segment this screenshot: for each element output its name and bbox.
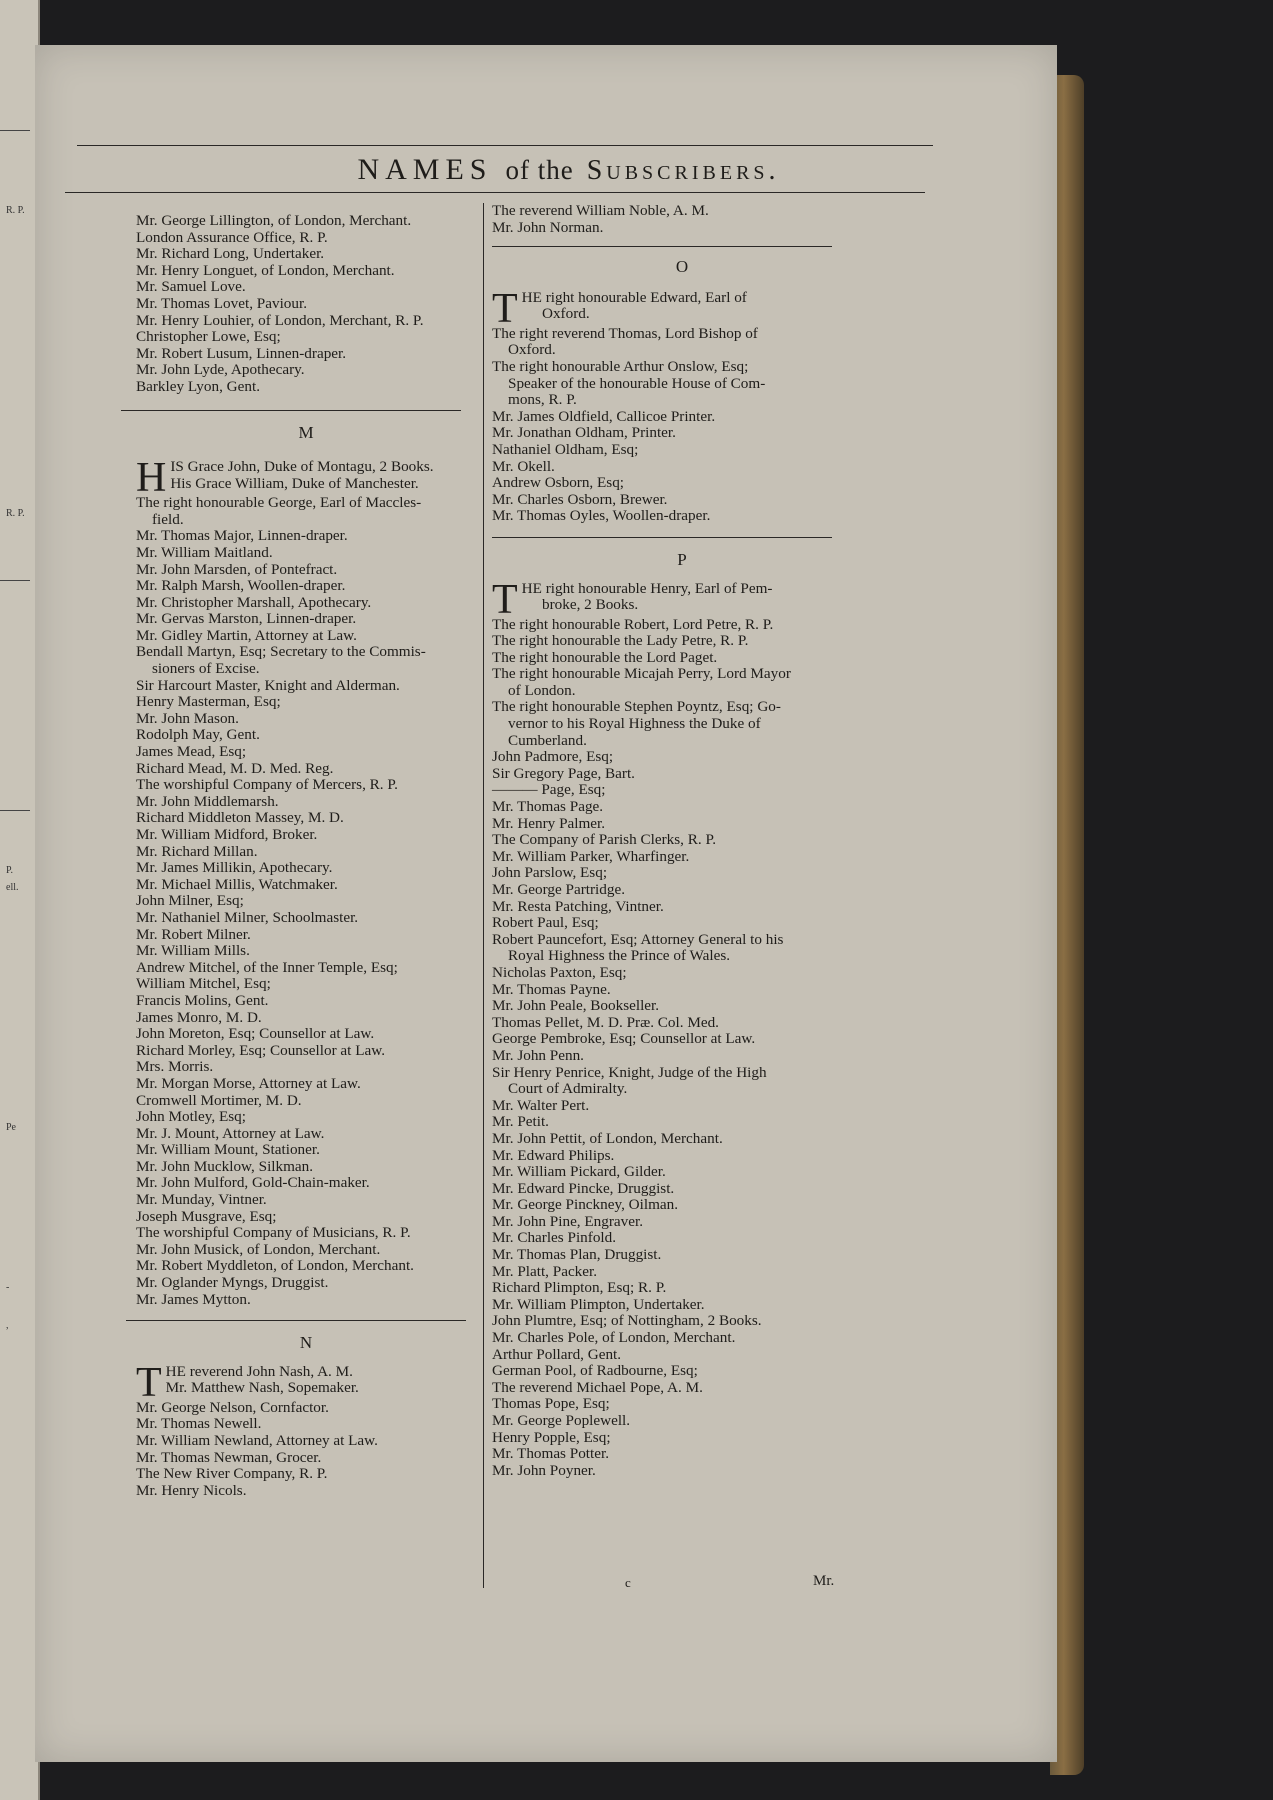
entry: Mr. George Lillington, of London, Merchant. (136, 212, 412, 229)
entry: HE reverend John Nash, A. M. (165, 1362, 353, 1380)
entry: Mr. John Poyner. (492, 1461, 596, 1479)
entry: Robert Pauncefort, Esq; Attorney General to his (492, 930, 784, 948)
entry: vernor to his Royal Highness the Duke of (508, 715, 761, 733)
entry: Mr. William Mount, Stationer. (136, 1141, 320, 1159)
n-continued-entries (492, 203, 872, 236)
entry: The right honourable Stephen Poyntz, Esq; Go- (492, 698, 781, 716)
entry: Mr. Resta Patching, Vintner. (492, 897, 664, 915)
entry: Henry Masterman, Esq; (136, 693, 281, 711)
entry: sioners of Excise. (152, 660, 260, 678)
entry: Mr. Okell. (492, 457, 555, 475)
entry: Arthur Pollard, Gent. (492, 1345, 622, 1363)
entry: Henry Popple, Esq; (492, 1428, 611, 1446)
entry: Mr. Thomas Potter. (492, 1445, 610, 1463)
entry: of London. (508, 681, 576, 699)
entry: The right honourable Robert, Lord Petre, R. P. (492, 615, 774, 633)
entry: Mr. Henry Palmer. (492, 814, 606, 832)
entry: Mr. Charles Pole, of London, Merchant. (492, 1329, 736, 1347)
entry: Mr. Platt, Packer. (492, 1262, 598, 1280)
entry: Oxford. (542, 305, 590, 323)
entry: James Mead, Esq; (136, 743, 247, 761)
title-subscribers: Subscribers. (586, 155, 780, 186)
entry: Mr. Thomas Plan, Druggist. (492, 1246, 662, 1264)
facing-page-rule (0, 580, 30, 581)
entry: Mr. John Mucklow, Silkman. (136, 1157, 314, 1175)
entry: Richard Plimpton, Esq; R. P. (492, 1279, 667, 1297)
entry: IS Grace John, Duke of Montagu, 2 Books. (170, 458, 434, 476)
entry: Mr. John Peale, Bookseller. (492, 997, 660, 1015)
entry: Mr. Ralph Marsh, Woollen-draper. (136, 577, 346, 595)
entry: Mr. Morgan Morse, Attorney at Law. (136, 1074, 361, 1092)
drop-cap-n: T (136, 1359, 162, 1406)
n-entries (136, 1400, 476, 1500)
margin-mark: R. P. (6, 205, 25, 216)
entry: Mr. Gidley Martin, Attorney at Law. (136, 626, 357, 644)
entry: Mr. Matthew Nash, Sopemaker. (165, 1379, 359, 1397)
entry: Mr. William Newland, Attorney at Law. (136, 1432, 378, 1449)
entry: Sir Henry Penrice, Knight, Judge of the High (492, 1063, 767, 1081)
l-entries (136, 213, 476, 396)
entry: The New River Company, R. P. (136, 1465, 328, 1483)
entry: Mr. William Mills. (136, 942, 250, 960)
entry: Mr. Gervas Marston, Linnen-draper. (136, 610, 357, 628)
entry: Mr. James Mytton. (136, 1290, 251, 1308)
entry: Mr. Charles Pinfold. (492, 1229, 617, 1247)
entry: Mr. Jonathan Oldham, Printer. (492, 424, 676, 442)
entry: The Company of Parish Clerks, R. P. (492, 831, 717, 849)
entry: Mr. Oglander Myngs, Druggist. (136, 1274, 329, 1292)
section-rule (121, 410, 461, 411)
entry: mons, R. P. (508, 391, 577, 409)
entry: Mr. Samuel Love. (136, 278, 246, 296)
entry: His Grace William, Duke of Manchester. (170, 474, 419, 492)
entry: Nathaniel Oldham, Esq; (492, 440, 639, 458)
entry: Mr. Henry Longuet, of London, Merchant. (136, 261, 395, 279)
entry: Mr. George Poplewell. (492, 1412, 631, 1429)
facing-page-edge (0, 0, 40, 1800)
entry: Mr. Thomas Page. (492, 798, 604, 816)
entry: Mr. William Plimpton, Undertaker. (492, 1295, 705, 1313)
entry: Mr. George Pinckney, Oilman. (492, 1196, 679, 1214)
entry: Mr. John Mason. (136, 709, 239, 727)
entry: field. (152, 510, 184, 528)
entry: Mr. George Partridge. (492, 881, 626, 898)
entry: Robert Paul, Esq; (492, 914, 599, 932)
margin-mark: Pe (6, 1122, 16, 1133)
entry: Mr. Richard Millan. (136, 842, 258, 860)
n-first-entry (136, 1359, 476, 1406)
entry: The right honourable the Lady Petre, R. P. (492, 632, 749, 650)
entry: Mr. John Marsden, of Pontefract. (136, 560, 338, 578)
section-rule (492, 246, 832, 247)
entry: The reverend Michael Pope, A. M. (492, 1378, 703, 1396)
entry: The worshipful Company of Musicians, R. P. (136, 1224, 411, 1242)
entry: HE right honourable Edward, Earl of (521, 288, 747, 306)
entry: Mr. John Lyde, Apothecary. (136, 361, 305, 379)
right-column (492, 203, 872, 1479)
section-heading-m: M (298, 422, 314, 442)
entry: ——— Page, Esq; (492, 781, 606, 799)
entry: Mr. Charles Osborn, Brewer. (492, 490, 668, 508)
page-title (0, 153, 1057, 187)
entry: James Monro, M. D. (136, 1008, 262, 1026)
entry: HE right honourable Henry, Earl of Pem- (521, 579, 773, 597)
entry: Andrew Mitchel, of the Inner Temple, Esq; (136, 958, 398, 976)
entry: Mr. George Nelson, Cornfactor. (136, 1398, 329, 1416)
drop-cap-m: H (136, 455, 167, 502)
entry: Mr. John Penn. (492, 1046, 584, 1064)
entry: Bendall Martyn, Esq; Secretary to the Commis- (136, 643, 426, 661)
p-first-entry (492, 576, 872, 623)
entry: broke, 2 Books. (542, 596, 639, 614)
entry: Mr. Thomas Oyles, Woollen-draper. (492, 507, 711, 525)
entry: The right honourable the Lord Paget. (492, 648, 718, 666)
entry: Mr. Robert Lusum, Linnen-draper. (136, 344, 347, 362)
title-of: of the (505, 155, 574, 185)
entry: Mr. Robert Myddleton, of London, Merchant. (136, 1257, 414, 1275)
m-entries (136, 495, 476, 1308)
entry: Mr. John Musick, of London, Merchant. (136, 1240, 381, 1258)
section-rule (492, 537, 832, 538)
entry: Cumberland. (508, 731, 587, 749)
entry: The right honourable Micajah Perry, Lord Mayor (492, 665, 791, 683)
margin-mark: P. (6, 865, 13, 876)
entry: Andrew Osborn, Esq; (492, 474, 625, 492)
header-top-rule (77, 145, 933, 146)
o-entries (492, 326, 872, 525)
entry: Mr. Thomas Lovet, Paviour. (136, 294, 307, 312)
entry: Richard Mead, M. D. Med. Reg. (136, 759, 334, 777)
section-rule (126, 1320, 466, 1321)
entry: The right reverend Thomas, Lord Bishop of (492, 324, 758, 342)
title-names: NAMES (357, 153, 493, 186)
entry: Mr. William Midford, Broker. (136, 826, 318, 843)
entry: John Padmore, Esq; (492, 748, 614, 766)
entry: Oxford. (508, 341, 556, 359)
entry: Mr. Michael Millis, Watchmaker. (136, 875, 338, 893)
entry: Thomas Pope, Esq; (492, 1395, 610, 1413)
column-divider (483, 203, 484, 1588)
catchword: Mr. (813, 1573, 835, 1589)
entry: Mr. John Middlemarsh. (136, 792, 279, 810)
drop-cap-o: T (492, 285, 518, 332)
entry: Mr. William Maitland. (136, 543, 273, 561)
entry: Royal Highness the Prince of Wales. (508, 947, 731, 965)
entry: Court of Admiralty. (508, 1080, 628, 1098)
entry: The reverend William Noble, A. M. (492, 202, 709, 219)
entry: Mr. Edward Philips. (492, 1146, 615, 1164)
entry: Mr. Henry Nicols. (136, 1481, 247, 1499)
entry: John Plumtre, Esq; of Nottingham, 2 Books. (492, 1312, 762, 1330)
entry: Mr. Thomas Newell. (136, 1415, 262, 1433)
entry: Speaker of the honourable House of Com- (508, 374, 766, 392)
entry: Cromwell Mortimer, M. D. (136, 1091, 302, 1109)
facing-page-rule (0, 130, 30, 131)
entry: Mr. Thomas Payne. (492, 980, 611, 998)
entry: Mr. Henry Louhier, of London, Merchant, R. P. (136, 311, 424, 329)
entry: Mr. Christopher Marshall, Apothecary. (136, 593, 372, 611)
section-heading-o: O (675, 257, 689, 277)
entry: Mr. J. Mount, Attorney at Law. (136, 1124, 325, 1142)
entry: John Moreton, Esq; Counsellor at Law. (136, 1025, 375, 1043)
entry: Mr. Munday, Vintner. (136, 1191, 267, 1209)
book-page (35, 45, 1057, 1762)
entry: Sir Harcourt Master, Knight and Alderman. (136, 676, 400, 694)
entry: Mr. Petit. (492, 1113, 549, 1131)
entry: Mr. James Oldfield, Callicoe Printer. (492, 407, 716, 425)
entry: Richard Middleton Massey, M. D. (136, 809, 344, 827)
entry: Joseph Musgrave, Esq; (136, 1207, 277, 1225)
entry: William Mitchel, Esq; (136, 975, 271, 993)
o-first-entry (492, 285, 872, 332)
entry: Francis Molins, Gent. (136, 991, 269, 1009)
entry: The right honourable Arthur Onslow, Esq; (492, 357, 749, 375)
entry: George Pembroke, Esq; Counsellor at Law. (492, 1030, 756, 1048)
entry: Christopher Lowe, Esq; (136, 328, 281, 346)
entry: Mr. Edward Pincke, Druggist. (492, 1179, 675, 1197)
entry: John Milner, Esq; (136, 892, 244, 910)
signature-mark: c (625, 1575, 631, 1590)
left-column (136, 213, 476, 1499)
entry: Mr. Robert Milner. (136, 925, 251, 943)
entry: Mr. William Parker, Wharfinger. (492, 847, 690, 865)
entry: Mr. Richard Long, Undertaker. (136, 245, 325, 263)
entry: London Assurance Office, R. P. (136, 228, 328, 246)
entry: Mrs. Morris. (136, 1058, 214, 1076)
entry: John Motley, Esq; (136, 1108, 246, 1126)
p-entries (492, 617, 872, 1480)
drop-cap-p: T (492, 576, 518, 623)
entry: Mr. John Norman. (492, 218, 604, 236)
entry: The right honourable George, Earl of Maccles- (136, 494, 422, 512)
margin-mark: - (6, 1282, 10, 1293)
entry: Mr. William Pickard, Gilder. (492, 1163, 666, 1181)
entry: The worshipful Company of Mercers, R. P. (136, 776, 398, 794)
margin-mark: ell. (6, 882, 19, 893)
section-heading-n: N (299, 1333, 313, 1353)
entry: Mr. Nathaniel Milner, Schoolmaster. (136, 908, 359, 926)
entry: German Pool, of Radbourne, Esq; (492, 1362, 698, 1380)
entry: Sir Gregory Page, Bart. (492, 764, 635, 782)
entry: Richard Morley, Esq; Counsellor at Law. (136, 1041, 385, 1059)
entry: Mr. John Pettit, of London, Merchant. (492, 1129, 723, 1147)
entry: Mr. John Pine, Engraver. (492, 1212, 644, 1230)
entry: Mr. Walter Pert. (492, 1096, 590, 1114)
margin-mark: , (6, 1320, 9, 1331)
margin-mark: R. P. (6, 508, 25, 519)
entry: Mr. James Millikin, Apothecary. (136, 859, 333, 877)
section-heading-p: P (677, 549, 687, 569)
entry: Nicholas Paxton, Esq; (492, 963, 627, 981)
entry: Thomas Pellet, M. D. Præ. Col. Med. (492, 1013, 719, 1031)
entry: Barkley Lyon, Gent. (136, 377, 261, 395)
entry: Mr. Thomas Newman, Grocer. (136, 1448, 322, 1466)
entry: Mr. John Mulford, Gold-Chain-maker. (136, 1174, 370, 1192)
facing-page-rule (0, 810, 30, 811)
entry: John Parslow, Esq; (492, 864, 608, 882)
header-bottom-rule (65, 192, 925, 193)
m-first-entry (136, 455, 476, 502)
entry: Rodolph May, Gent. (136, 726, 260, 744)
entry: Mr. Thomas Major, Linnen-draper. (136, 527, 348, 545)
